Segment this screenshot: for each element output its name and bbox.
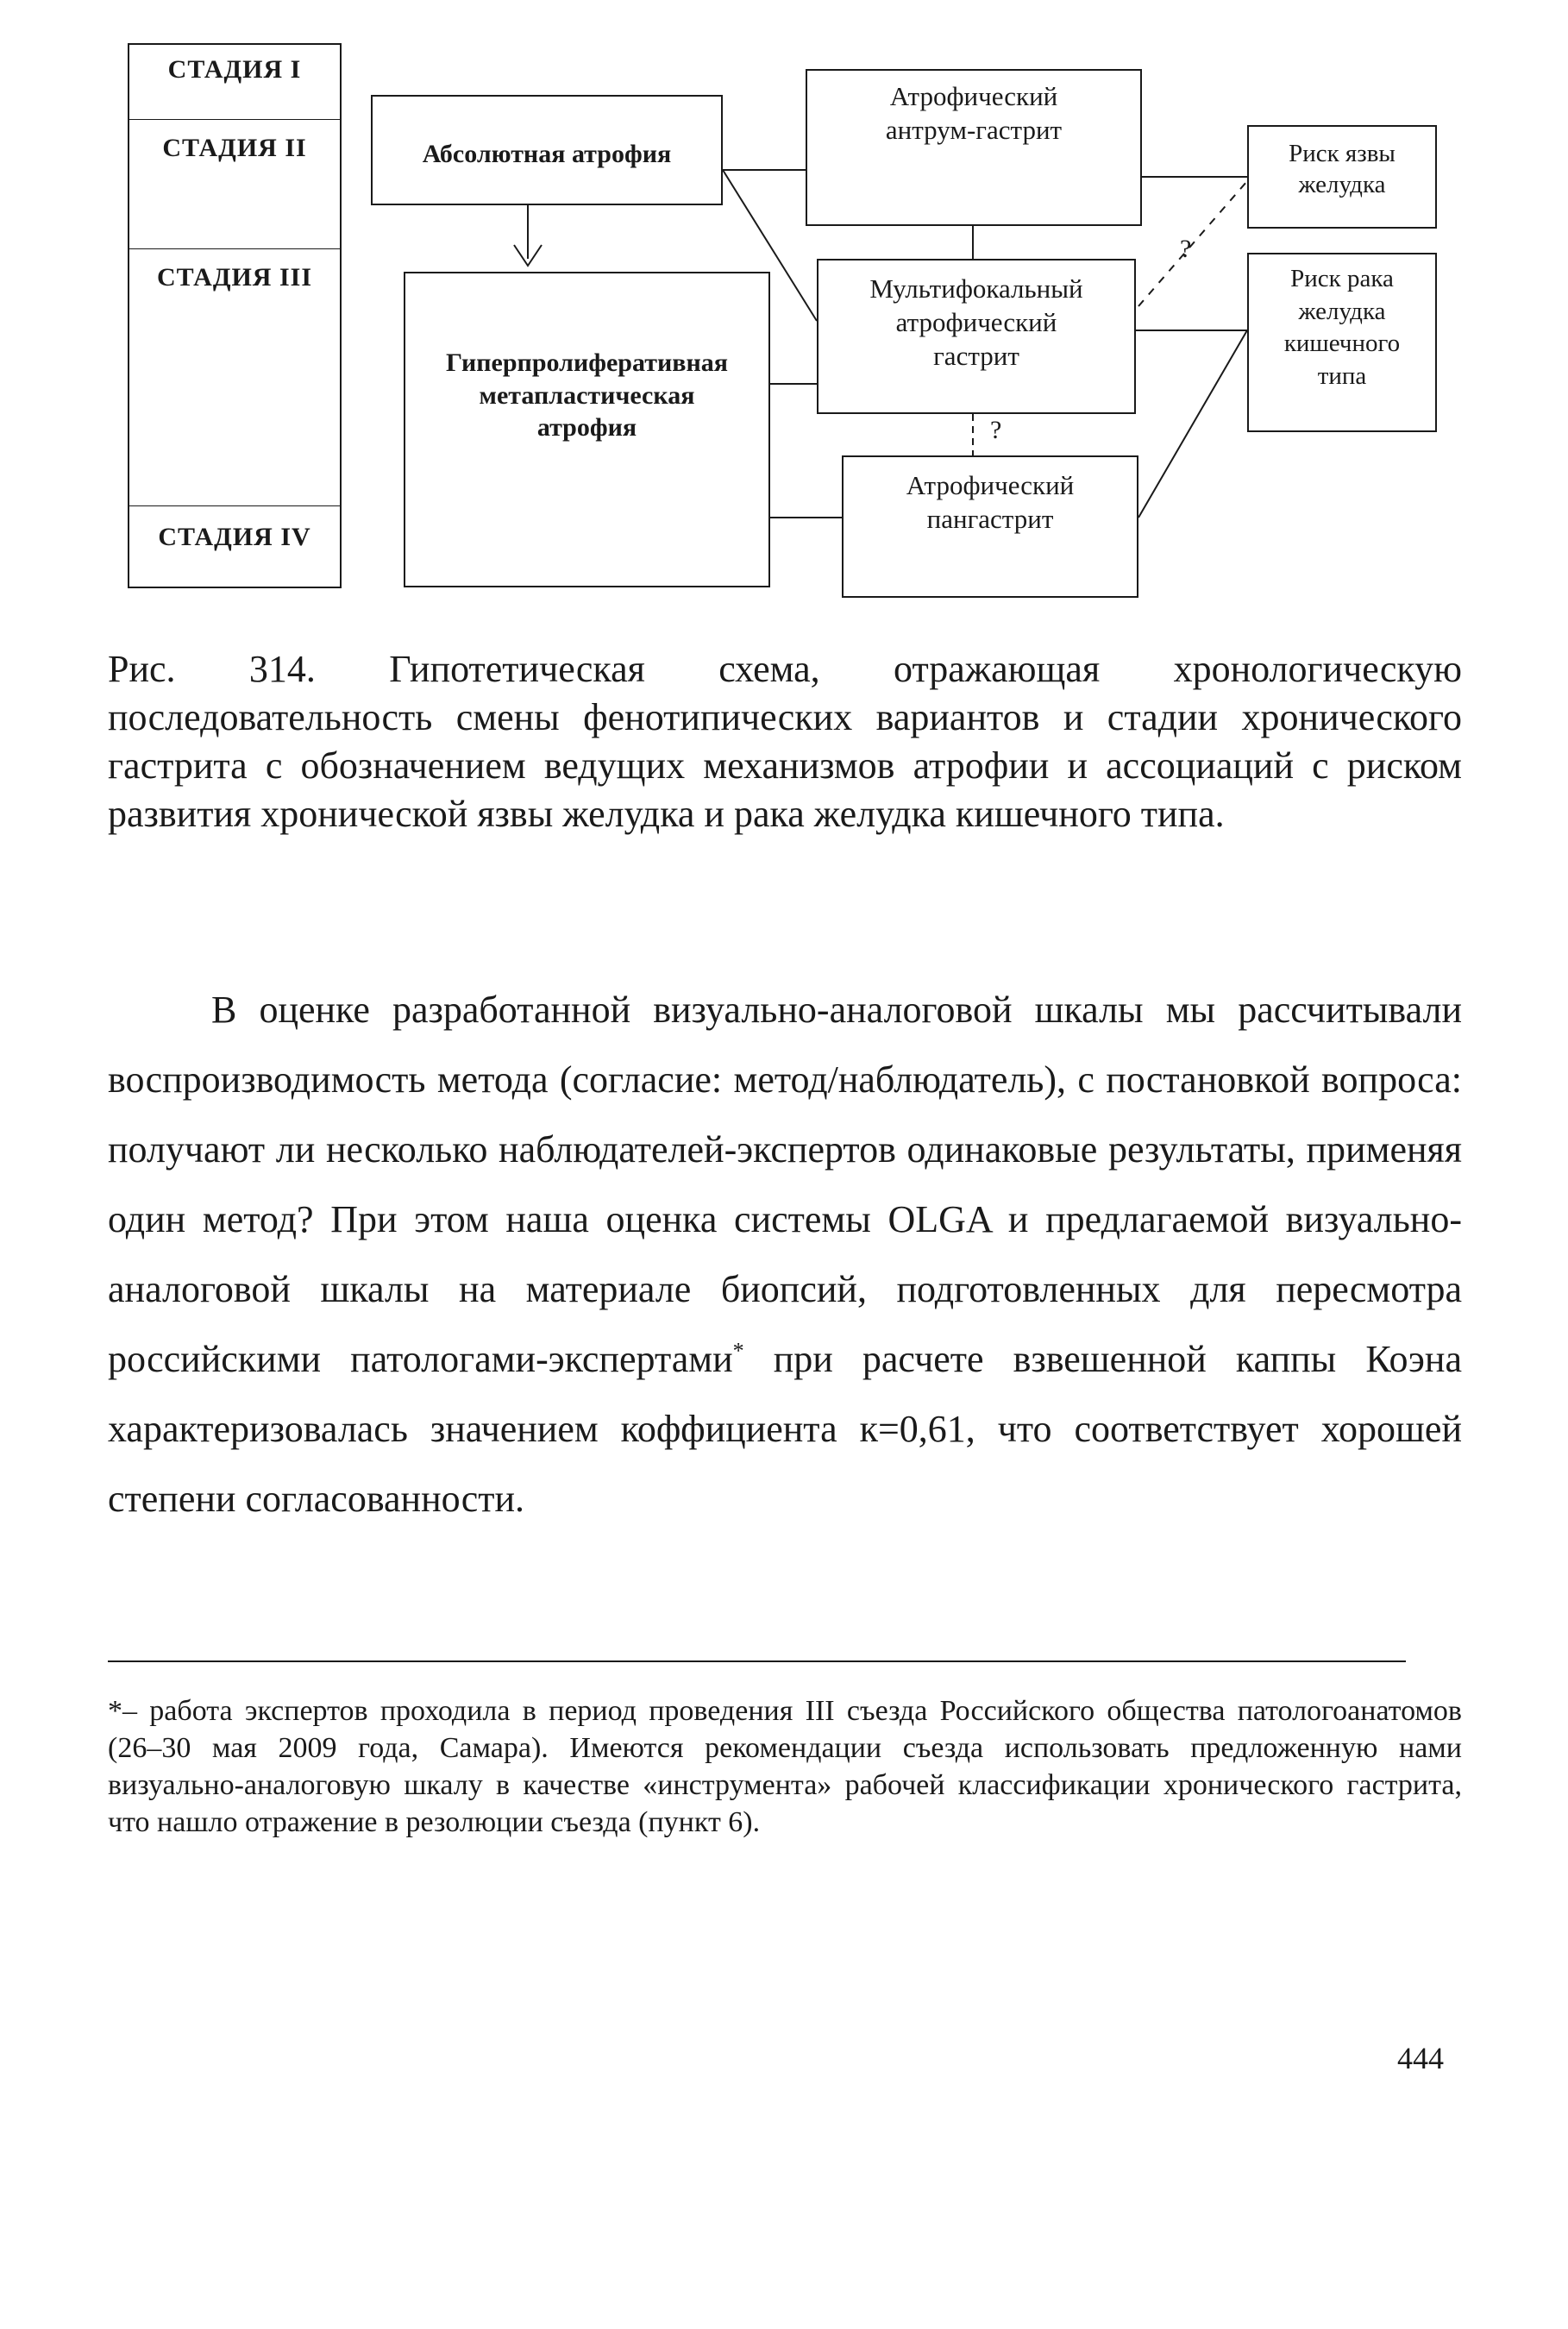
ulcer-line-1: Риск язвы xyxy=(1289,140,1396,167)
page-number: 444 xyxy=(1397,2041,1444,2075)
ulcer-line-2: желудка xyxy=(1298,171,1386,199)
pangastritis-line-1: Атрофический xyxy=(906,470,1075,500)
stage-divider xyxy=(128,119,342,121)
footnote-text: *– работа экспертов проходила в период проведения III съезда Российского общества патологоанатомов (26–30 мая 2009 года, Самара). Имеются рекомендации съезда использовать предложенную нами визуально-аналоговую шкалу в качестве «инструмента» рабочей классификации хронического гастрита, что нашло отражение в резолюции съезда (пункт 6). xyxy=(108,1695,1462,1838)
body-text-part-1: В оценке разработанной визуально-аналоговой шкалы мы рассчитывали воспроизводимость метода (согласие: метод/наблюдатель), с постановкой вопроса: получают ли несколько наблюдателей-экспертов одинаковые результаты, применяя один метод? При этом наша оценка системы OLGA и предлагаемой визуально-аналоговой шкалы на материале биопсий, подготовленных для пересмотра российскими патологами-экспертами xyxy=(108,989,1462,1380)
stage-4-label: СТАДИЯ IV xyxy=(158,523,311,551)
figure-caption xyxy=(108,645,1462,838)
stage-divider xyxy=(128,248,342,250)
question-mark-ulcer: ? xyxy=(1180,235,1192,263)
stage-2-label: СТАДИЯ II xyxy=(162,134,307,162)
stage-divider xyxy=(128,505,342,507)
pangastritis-label xyxy=(842,469,1138,537)
stage-3-label: СТАДИЯ III xyxy=(156,263,312,292)
link-pangastritis-cancer xyxy=(1138,330,1247,518)
antrum-line-1: Атрофический xyxy=(889,81,1058,111)
footnote-mark: * xyxy=(732,1338,744,1364)
hyperproliferative-atrophy-label xyxy=(404,347,770,444)
footnote xyxy=(108,1692,1462,1841)
multifocal-line-3: гастрит xyxy=(933,340,1019,371)
multifocal-line-1: Мультифокальный xyxy=(869,273,1083,304)
pangastritis-line-2: пангастрит xyxy=(926,503,1054,534)
cancer-risk-label xyxy=(1247,263,1437,393)
hyper-line-3: атрофия xyxy=(536,413,637,442)
multifocal-line-2: атрофический xyxy=(895,306,1057,337)
question-mark-pangastritis: ? xyxy=(990,416,1002,444)
figure-caption-text: Рис. 314. Гипотетическая схема, отражающая хронологическую последовательность смены фенотипических вариантов и стадии хронического гастрита с обозначением ведущих механизмов атрофии и ассоциаций с риском развития хронической язвы желудка и рака желудка кишечного типа. xyxy=(108,648,1462,835)
body-paragraph-text xyxy=(108,975,1462,1534)
absolute-atrophy-label: Абсолютная атрофия xyxy=(422,140,672,168)
gastritis-stage-diagram xyxy=(0,0,1568,621)
hyper-line-1: Гиперпролиферативная xyxy=(446,348,728,377)
antrum-gastritis-label xyxy=(806,80,1142,148)
ulcer-risk-label xyxy=(1247,138,1437,201)
stage-1-label: СТАДИЯ I xyxy=(167,55,302,84)
body-paragraph xyxy=(108,975,1462,1534)
cancer-line-2: желудка xyxy=(1298,297,1386,325)
cancer-line-3: кишечного xyxy=(1283,330,1401,358)
dashed-link-multifocal-ulcer xyxy=(1138,181,1247,306)
body-text-part-2: при расчете взвешенной каппы Коэна характеризовалась значением коффициента к=0,61, что соответствует хорошей степени согласованности. xyxy=(108,1338,1462,1520)
antrum-line-2: антрум-гастрит xyxy=(885,114,1063,145)
hyper-line-2: метапластическая xyxy=(479,380,695,410)
multifocal-gastritis-label xyxy=(817,273,1136,373)
cancer-line-4: типа xyxy=(1317,362,1367,391)
footnote-separator xyxy=(108,1660,1406,1662)
cancer-line-1: Риск рака xyxy=(1290,265,1394,292)
